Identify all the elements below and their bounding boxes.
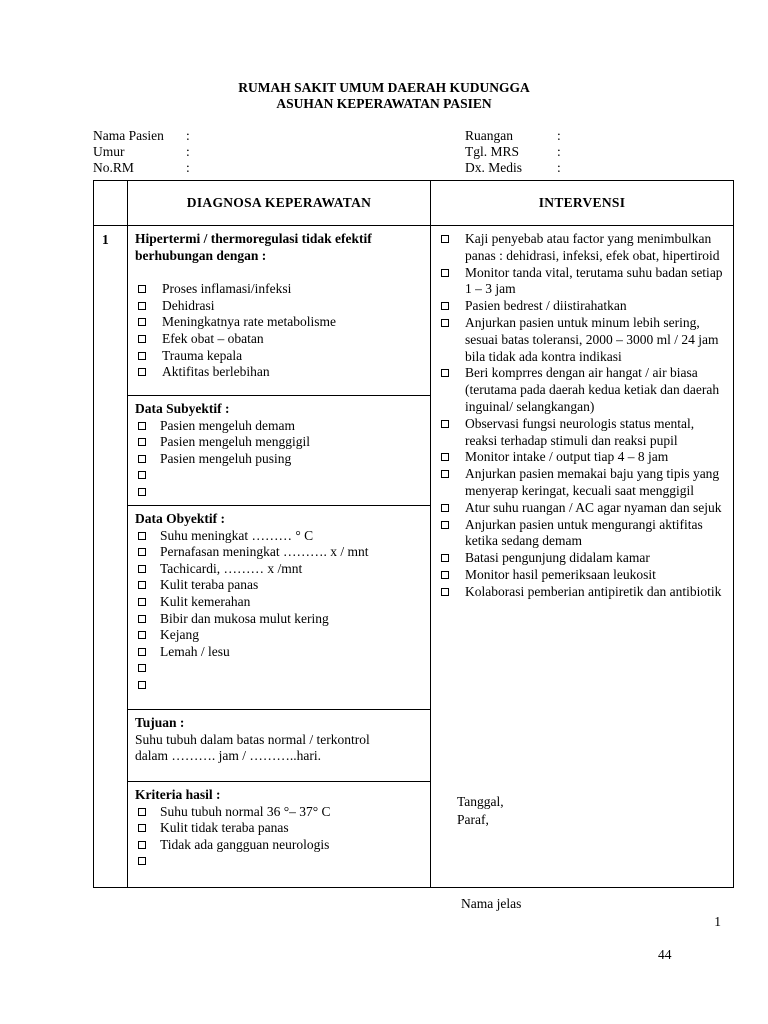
checkbox-icon xyxy=(441,554,449,562)
checkbox-icon xyxy=(138,302,146,310)
list-item: Observasi fungsi neurologis status mental, reaksi terhadap stimuli dan reaksi pupil xyxy=(439,416,727,450)
sep: : xyxy=(557,160,561,175)
checkbox-icon xyxy=(441,521,449,529)
checkbox-icon xyxy=(138,681,146,689)
sep: : xyxy=(186,144,190,159)
checkbox-icon xyxy=(441,235,449,243)
intervensi-list xyxy=(439,231,727,601)
list-item: Anjurkan pasien memakai baju yang tipis yang menyerap keringat, kecuali saat menggigil xyxy=(439,466,727,500)
list-item: Beri komprres dengan air hangat / air biasa (terutama pada daerah kedua ketiak dan daerah inguinal/ selangkangan) xyxy=(439,365,727,415)
checkbox-icon xyxy=(138,532,146,540)
list-item: Bibir dan mukosa mulut kering xyxy=(135,611,424,628)
list-item xyxy=(135,660,424,677)
checkbox-icon xyxy=(441,504,449,512)
checkbox-icon xyxy=(138,285,146,293)
inner-page-number: 1 xyxy=(714,914,721,929)
list-item: Lemah / lesu xyxy=(135,644,424,661)
header-intervensi: INTERVENSI xyxy=(431,181,734,226)
diagnosis-cell xyxy=(128,226,431,396)
list-item: Atur suhu ruangan / AC agar nyaman dan sejuk xyxy=(439,500,727,517)
header-number-cell xyxy=(94,181,128,226)
checkbox-icon xyxy=(138,841,146,849)
data-subyektif-title: Data Subyektif : xyxy=(135,401,230,416)
list-item xyxy=(135,677,424,694)
checkbox-icon xyxy=(138,488,146,496)
data-obyektif-list xyxy=(135,528,424,694)
data-subyektif-cell xyxy=(128,396,431,506)
list-item: Anjurkan pasien untuk mengurangi aktifitas ketika sedang demam xyxy=(439,517,727,551)
data-obyektif-title: Data Obyektif : xyxy=(135,511,225,526)
list-item: Kolaborasi pemberian antipiretik dan antibiotik xyxy=(439,584,727,601)
list-item: Pasien mengeluh menggigil xyxy=(135,434,424,451)
diagnosis-title: Hipertermi / thermoregulasi tidak efektif berhubungan dengan : xyxy=(135,231,372,263)
diagnosis-causes-list xyxy=(135,281,424,381)
header-diagnosa: DIAGNOSA KEPERAWATAN xyxy=(128,181,431,226)
list-item: Aktifitas berlebihan xyxy=(135,364,424,381)
patient-info-right xyxy=(465,128,665,176)
label-nama-pasien: Nama Pasien xyxy=(93,128,164,143)
page-number: 44 xyxy=(658,947,672,962)
tujuan-line-2: dalam ………. jam / ………..hari. xyxy=(135,748,321,764)
list-item: Monitor hasil pemeriksaan leukosit xyxy=(439,567,727,584)
list-item: Trauma kepala xyxy=(135,348,424,365)
kriteria-cell xyxy=(128,782,431,888)
checkbox-icon xyxy=(138,438,146,446)
list-item: Monitor intake / output tiap 4 – 8 jam xyxy=(439,449,727,466)
list-item: Kejang xyxy=(135,627,424,644)
tujuan-title: Tujuan : xyxy=(135,715,185,730)
label-umur: Umur xyxy=(93,144,125,159)
kriteria-title: Kriteria hasil : xyxy=(135,787,221,802)
signature-date-label: Tanggal, xyxy=(457,794,504,809)
list-item: Tidak ada gangguan neurologis xyxy=(135,837,424,854)
patient-info-left xyxy=(93,128,293,176)
list-item: Dehidrasi xyxy=(135,298,424,315)
sep: : xyxy=(557,144,561,159)
checkbox-icon xyxy=(138,335,146,343)
list-item: Suhu tubuh normal 36 °– 37° C xyxy=(135,804,424,821)
checkbox-icon xyxy=(138,824,146,832)
checkbox-icon xyxy=(441,369,449,377)
signature-paraf-label: Paraf, xyxy=(457,812,489,827)
checkbox-icon xyxy=(138,648,146,656)
care-plan-table xyxy=(93,180,734,929)
checkbox-icon xyxy=(441,302,449,310)
list-item: Proses inflamasi/infeksi xyxy=(135,281,424,298)
checkbox-icon xyxy=(138,471,146,479)
checkbox-icon xyxy=(138,422,146,430)
document-title: ASUHAN KEPERAWATAN PASIEN xyxy=(276,96,492,111)
list-item: Kaji penyebab atau factor yang menimbulkan panas : dehidrasi, infeksi, efek obat, hipertiroid xyxy=(439,231,727,265)
list-item: Kulit tidak teraba panas xyxy=(135,820,424,837)
checkbox-icon xyxy=(441,470,449,478)
list-item: Pasien bedrest / diistirahatkan xyxy=(439,298,727,315)
hospital-name: RUMAH SAKIT UMUM DAERAH KUDUNGGA xyxy=(238,80,530,95)
label-ruangan: Ruangan xyxy=(465,128,513,143)
label-dx-medis: Dx. Medis xyxy=(465,160,522,175)
checkbox-icon xyxy=(138,455,146,463)
list-item: Monitor tanda vital, terutama suhu badan setiap 1 – 3 jam xyxy=(439,265,727,299)
checkbox-icon xyxy=(138,368,146,376)
checkbox-icon xyxy=(138,581,146,589)
tujuan-cell xyxy=(128,710,431,782)
data-subyektif-list xyxy=(135,418,424,501)
list-item: Efek obat – obatan xyxy=(135,331,424,348)
list-item: Pasien mengeluh pusing xyxy=(135,451,424,468)
label-tgl-mrs: Tgl. MRS xyxy=(465,144,520,159)
checkbox-icon xyxy=(441,420,449,428)
tujuan-line-1: Suhu tubuh dalam batas normal / terkontrol xyxy=(135,731,370,747)
checkbox-icon xyxy=(138,548,146,556)
list-item: Pasien mengeluh demam xyxy=(135,418,424,435)
checkbox-icon xyxy=(441,588,449,596)
checkbox-icon xyxy=(138,318,146,326)
checkbox-icon xyxy=(138,598,146,606)
checkbox-icon xyxy=(138,615,146,623)
label-no-rm: No.RM xyxy=(93,160,134,175)
list-item: Batasi pengunjung didalam kamar xyxy=(439,550,727,567)
list-item: Kulit teraba panas xyxy=(135,577,424,594)
checkbox-icon xyxy=(138,352,146,360)
sep: : xyxy=(186,128,190,143)
checkbox-icon xyxy=(441,269,449,277)
signature-name-label: Nama jelas xyxy=(461,896,522,911)
list-item: Meningkatnya rate metabolisme xyxy=(135,314,424,331)
list-item xyxy=(135,853,424,870)
intervensi-cell xyxy=(431,226,734,929)
data-obyektif-cell xyxy=(128,506,431,710)
list-item xyxy=(135,484,424,501)
checkbox-icon xyxy=(441,319,449,327)
sep: : xyxy=(557,128,561,143)
kriteria-list xyxy=(135,804,424,870)
checkbox-icon xyxy=(138,664,146,672)
list-item: Kulit kemerahan xyxy=(135,594,424,611)
list-item: Tachicardi, ……… x /mnt xyxy=(135,561,424,578)
checkbox-icon xyxy=(441,453,449,461)
checkbox-icon xyxy=(441,571,449,579)
list-item xyxy=(135,467,424,484)
list-item: Suhu meningkat ……… ° C xyxy=(135,528,424,545)
row-number: 1 xyxy=(94,226,128,888)
list-item: Anjurkan pasien untuk minum lebih sering, sesuai batas toleransi, 2000 – 3000 ml / 24 jam bila tidak ada kontra indikasi xyxy=(439,315,727,365)
list-item: Pernafasan meningkat ………. x / mnt xyxy=(135,544,424,561)
checkbox-icon xyxy=(138,565,146,573)
checkbox-icon xyxy=(138,631,146,639)
sep: : xyxy=(186,160,190,175)
checkbox-icon xyxy=(138,857,146,865)
checkbox-icon xyxy=(138,808,146,816)
